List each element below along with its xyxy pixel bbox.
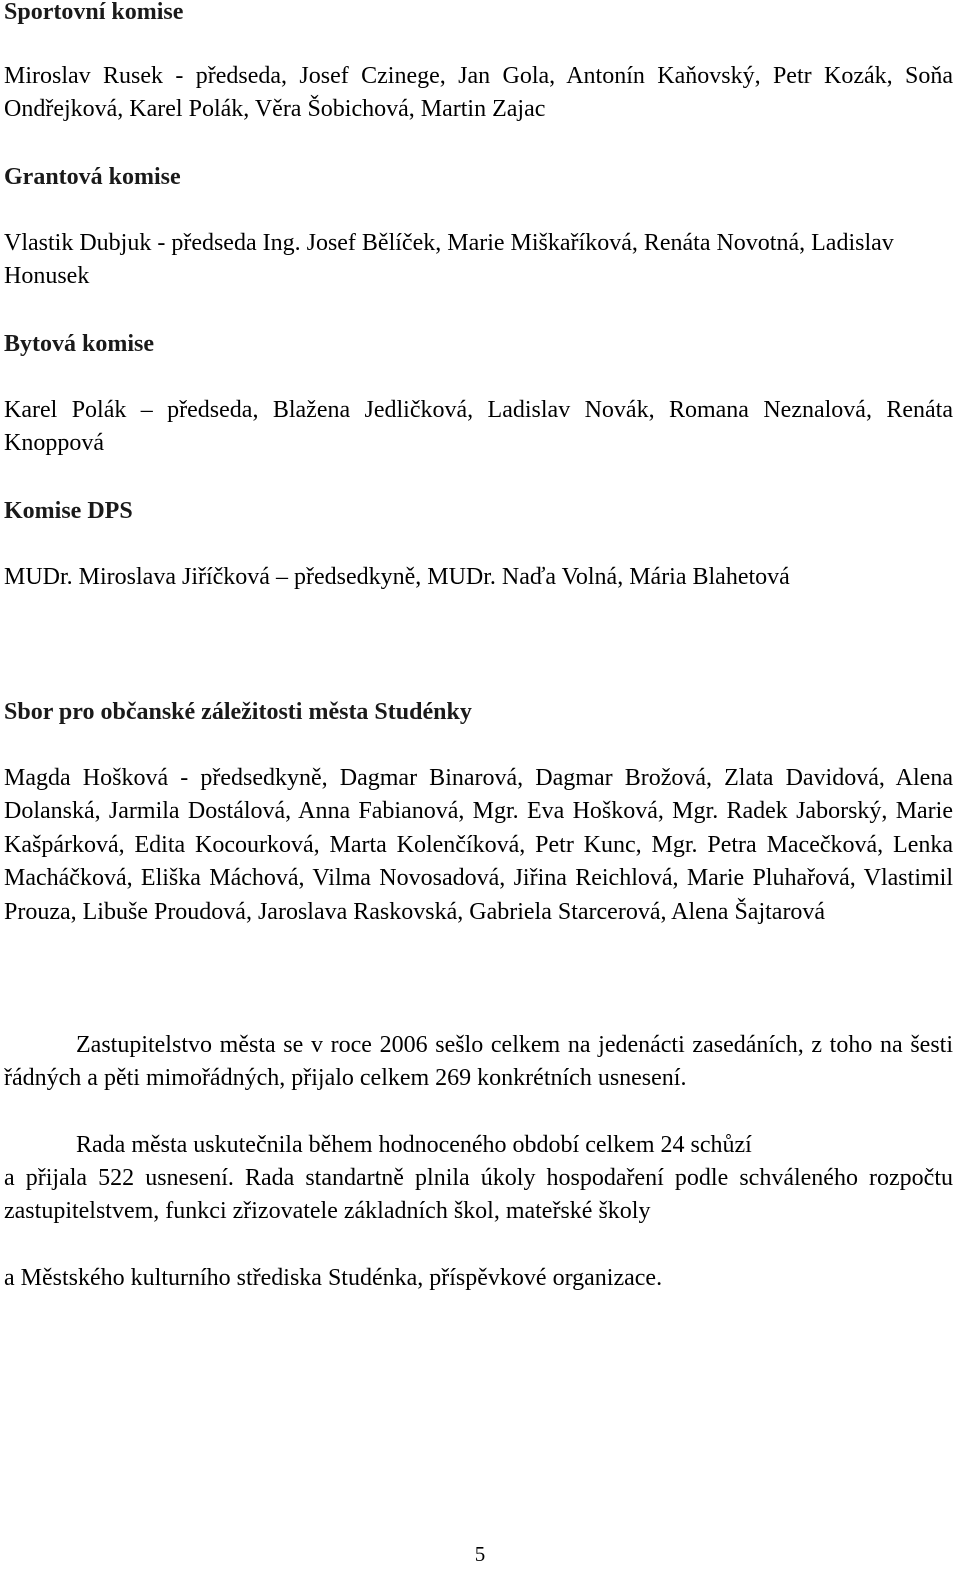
bytova-komise-members: Karel Polák – předseda, Blažena Jedličková, Ladislav Novák, Romana Neznalová, Renáta Knoppová — [4, 397, 953, 457]
page-number: 5 — [474, 1542, 486, 1566]
zastupitelstvo-paragraph: Zastupitelstvo města se v roce 2006 sešlo celkem na jedenácti zasedáních, z toho na šesti řádných a pěti mimořádných, přijalo celkem 269 konkrétních usnesení. — [4, 1032, 953, 1092]
rada-paragraph-last: a Městského kulturního střediska Studénka, příspěvkové organizace. — [4, 1265, 663, 1291]
rada-paragraph-line1: Rada města uskutečnila během hodnoceného období celkem 24 schůzí — [76, 1132, 752, 1158]
bytova-komise-heading: Bytová komise — [4, 331, 154, 357]
sportovni-komise-heading: Sportovní komise — [4, 0, 184, 25]
sbor-heading: Sbor pro občanské záležitosti města Studénky — [4, 699, 472, 725]
rada-paragraph-body: a přijala 522 usnesení. Rada standartně plnila úkoly hospodaření podle schváleného rozpočtu zastupitelstvem, funkci zřizovatele základních škol, mateřské školy — [4, 1165, 953, 1225]
sbor-members: Magda Hošková - předsedkyně, Dagmar Binarová, Dagmar Brožová, Zlata Davidová, Alena Dolanská, Jarmila Dostálová, Anna Fabianová, Mgr. Eva Hošková, Mgr. Radek Jaborský, Marie Kašpárková, Edita Kocourková, Marta Kolenčíková, Petr Kunc, Mgr. Petra Macečková, Lenka Macháčková, Eliška Máchová, Vilma Novosadová, Jiřina Reichlová, Marie Pluhařová, Vlastimil Prouza, Libuše Proudová, Jaroslava Raskovská, Gabriela Starcerová, Alena Šajtarová — [4, 765, 953, 925]
komise-dps-heading: Komise DPS — [4, 498, 133, 524]
grantova-komise-members: Vlastik Dubjuk - předseda Ing. Josef Bělíček, Marie Miškaříková, Renáta Novotná, Ladislav Honusek — [4, 230, 894, 290]
sportovni-komise-members: Miroslav Rusek - předseda, Josef Czinege, Jan Gola, Antonín Kaňovský, Petr Kozák, Soňa Ondřejková, Karel Polák, Věra Šobichová, Martin Zajac — [4, 63, 953, 123]
komise-dps-members: MUDr. Miroslava Jiříčková – předsedkyně, MUDr. Naďa Volná, Mária Blahetová — [4, 564, 790, 590]
grantova-komise-heading: Grantová komise — [4, 164, 181, 190]
